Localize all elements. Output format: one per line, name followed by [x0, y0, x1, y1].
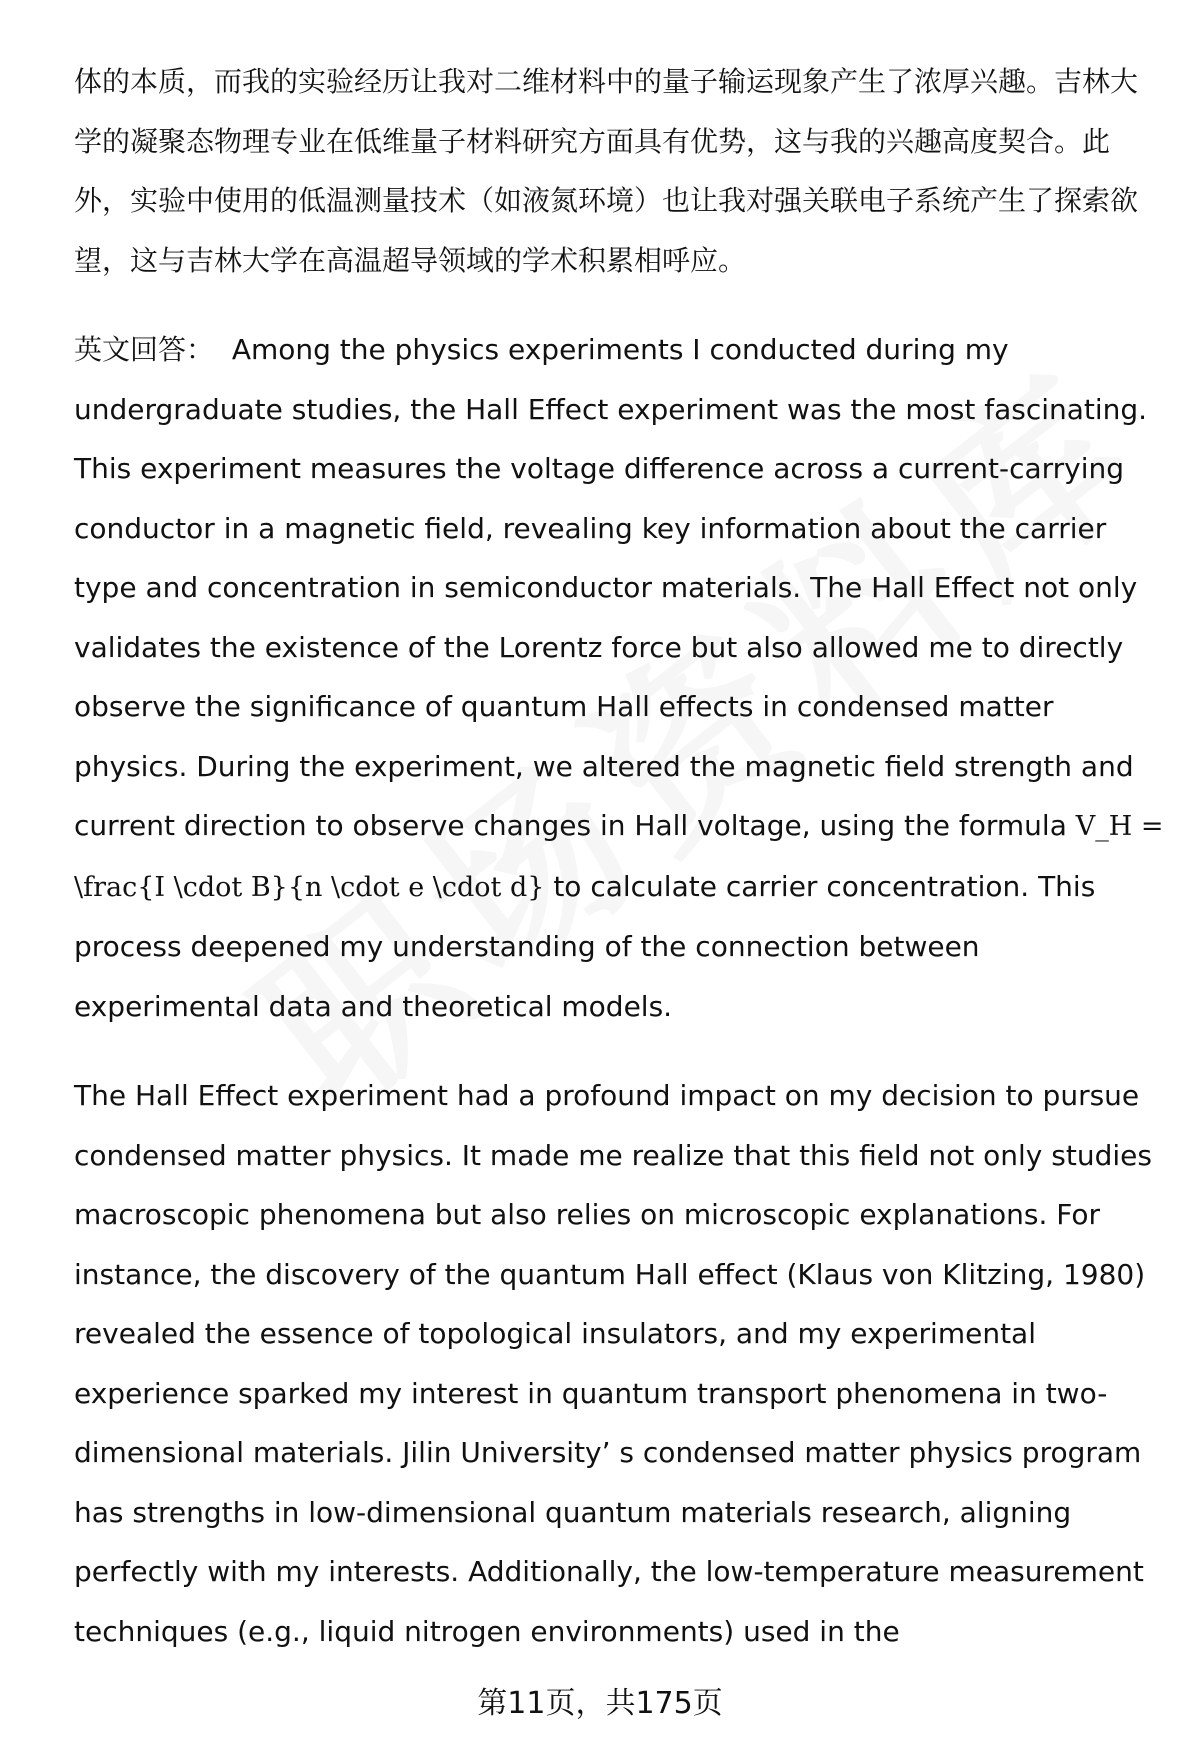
- english-answer-text-part-1: Among the physics experiments I conducted during my undergraduate studies, the Hall Effect experiment was the most fascinating. This experiment measures the voltage difference across a current-carrying conductor in a magnetic field, revealing key information about the carrier type and concentration in semiconductor materials. The Hall Effect not only validates the existence of the Lorentz force but also allowed me to directly observe the significance of quantum Hall effects in condensed matter physics. During the experiment, we altered the magnetic field strength and current direction to observe changes in Hall voltage, using the formula: [74, 333, 1148, 842]
- paragraph-spacer: [74, 290, 1164, 320]
- page-number-footer: 第11页，共175页: [477, 1686, 723, 1721]
- english-answer-text-part-2: to calculate carrier concentration. This process deepened my understanding of the connection between experimental data and theoretical models.: [74, 869, 1096, 1023]
- hall-voltage-formula: V_H = \frac{I \cdot B}{n \cdot e \cdot d}: [74, 811, 1164, 903]
- english-answer-paragraph-2: The Hall Effect experiment had a profound impact on my decision to pursue condensed matter physics. It made me realize that this field not only studies macroscopic phenomena but also relies on microscopic explanations. For instance, the discovery of the quantum Hall effect (Klaus von Klitzing, 1980) revealed the essence of topological insulators, and my experimental experience sparked my interest in quantum transport phenomena in two-dimensional materials. Jilin University’ s condensed matter physics program has strengths in low-dimensional quantum materials research, aligning perfectly with my interests. Additionally, the low-temperature measurement techniques (e.g., liquid nitrogen environments) used in the: [74, 1079, 1152, 1648]
- chinese-answer-continuation: 体的本质，而我的实验经历让我对二维材料中的量子输运现象产生了浓厚兴趣。吉林大学的凝聚态物理专业在低维量子材料研究方面具有优势，这与我的兴趣高度契合。此外，实验中使用的低温测量技术（如液氮环境）也让我对强关联电子系统产生了探索欲望，这与吉林大学在高温超导领域的学术积累相呼应。: [74, 65, 1139, 277]
- english-answer-paragraph-1: [74, 320, 1164, 1036]
- document-body: [74, 52, 1164, 1661]
- english-answer-label: 英文回答：: [74, 333, 215, 366]
- paragraph-spacer: [74, 1036, 1164, 1066]
